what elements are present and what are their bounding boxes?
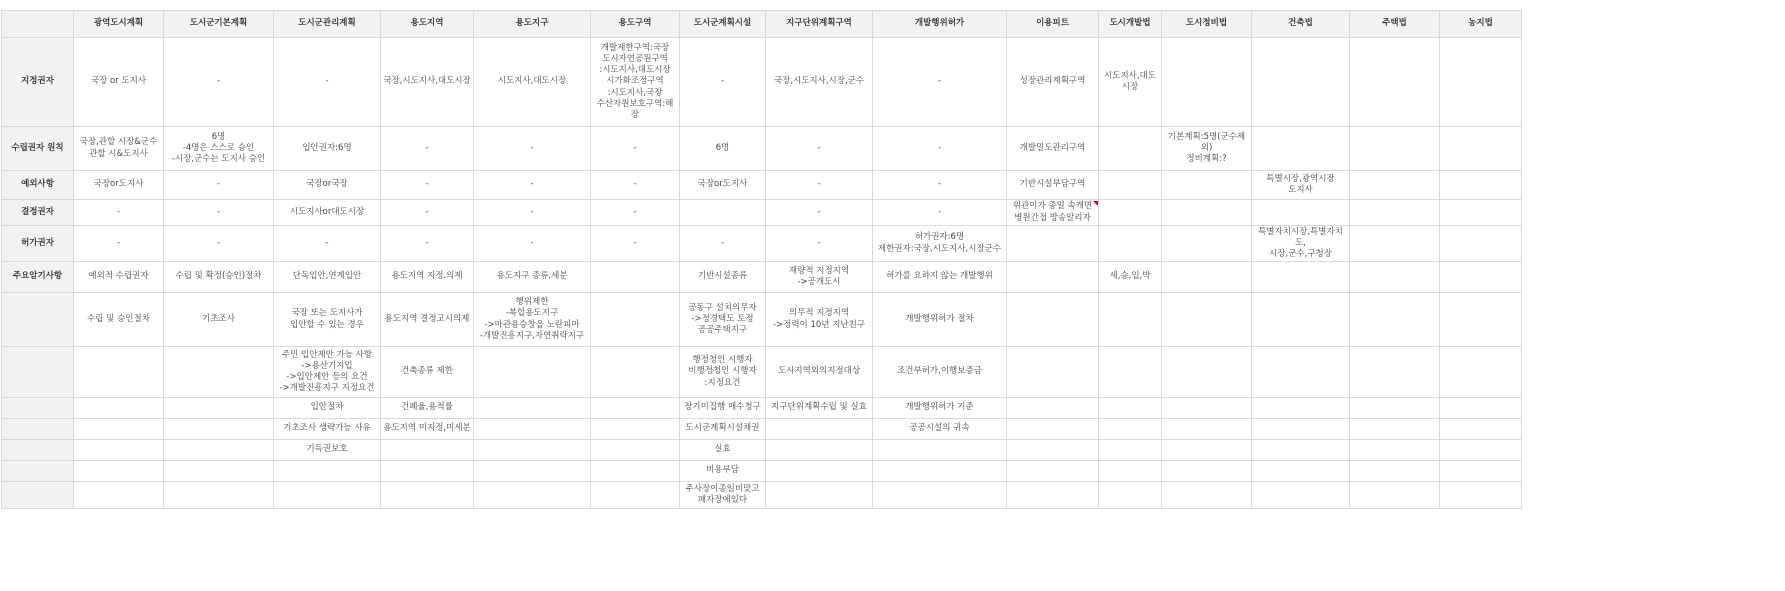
table-cell[interactable]	[1440, 419, 1522, 440]
table-cell[interactable]	[274, 461, 381, 482]
table-cell[interactable]	[1350, 398, 1440, 419]
table-cell[interactable]	[1252, 398, 1350, 419]
table-cell[interactable]: 단독입안,연계입안	[274, 262, 381, 293]
comment-indicator[interactable]	[1093, 201, 1098, 206]
column-header[interactable]: 도시군계획시설	[680, 11, 766, 38]
table-cell[interactable]: 6명	[680, 127, 766, 171]
table-cell[interactable]	[1162, 440, 1252, 461]
table-row	[2, 347, 1522, 398]
table-cell[interactable]: 용도지역 결정고시의제	[381, 293, 474, 347]
table-cell[interactable]: -	[873, 38, 1007, 127]
table-cell[interactable]	[766, 482, 873, 509]
table-cell[interactable]	[1007, 347, 1099, 398]
table-row	[2, 440, 1522, 461]
table-cell[interactable]: -	[766, 127, 873, 171]
column-header-row	[2, 11, 1522, 38]
table-cell[interactable]: -	[591, 226, 680, 262]
table-cell[interactable]	[74, 461, 164, 482]
table-cell[interactable]	[873, 461, 1007, 482]
table-cell[interactable]	[591, 419, 680, 440]
table-cell[interactable]	[1440, 440, 1522, 461]
row-header[interactable]	[2, 461, 74, 482]
table-cell[interactable]	[474, 398, 591, 419]
table-cell[interactable]: -	[591, 200, 680, 226]
table-cell[interactable]: 기초조사 생략가능 사유	[274, 419, 381, 440]
table-cell[interactable]	[381, 440, 474, 461]
table-cell[interactable]	[1350, 200, 1440, 226]
table-cell[interactable]	[1252, 419, 1350, 440]
table-cell[interactable]: 기득권보호	[274, 440, 381, 461]
table-cell[interactable]: 개발행위허가 기준	[873, 398, 1007, 419]
table-cell[interactable]	[1007, 262, 1099, 293]
table-cell[interactable]	[766, 461, 873, 482]
table-cell[interactable]: 국장or도지사	[680, 171, 766, 200]
table-cell[interactable]	[1350, 347, 1440, 398]
table-cell[interactable]: 개발행위허가 절차	[873, 293, 1007, 347]
table-cell[interactable]	[873, 482, 1007, 509]
table-cell[interactable]: 입안절차	[274, 398, 381, 419]
table-cell[interactable]: -	[680, 38, 766, 127]
table-cell[interactable]: 장기미집행 매수청구	[680, 398, 766, 419]
table-cell[interactable]	[1162, 482, 1252, 509]
table-cell[interactable]	[74, 440, 164, 461]
table-cell[interactable]	[1440, 461, 1522, 482]
table-row	[2, 461, 1522, 482]
table-row	[2, 200, 1522, 226]
row-header[interactable]	[2, 347, 74, 398]
table-cell[interactable]	[591, 440, 680, 461]
table-cell[interactable]	[1440, 347, 1522, 398]
table-cell[interactable]	[1162, 38, 1252, 127]
table-cell[interactable]	[1162, 262, 1252, 293]
table-cell[interactable]: 용도지구 종류,세분	[474, 262, 591, 293]
table-cell[interactable]: -	[381, 200, 474, 226]
table-cell[interactable]: 지구단위계획수립 및 실효	[766, 398, 873, 419]
row-header[interactable]	[2, 293, 74, 347]
column-header[interactable]: 용도지구	[474, 11, 591, 38]
table-cell[interactable]: -	[873, 171, 1007, 200]
table-cell[interactable]	[591, 461, 680, 482]
table-cell[interactable]	[873, 440, 1007, 461]
table-cell[interactable]	[1350, 262, 1440, 293]
column-header[interactable]: 도시군기본계획	[164, 11, 274, 38]
row-header[interactable]	[2, 419, 74, 440]
table-cell[interactable]	[1440, 226, 1522, 262]
table-cell[interactable]	[1350, 171, 1440, 200]
table-cell[interactable]	[1007, 419, 1099, 440]
table-cell[interactable]: -	[873, 127, 1007, 171]
table-cell[interactable]: -	[766, 200, 873, 226]
table-cell[interactable]	[591, 347, 680, 398]
table-cell[interactable]	[74, 482, 164, 509]
table-cell[interactable]: 조건부허가,이행보증금	[873, 347, 1007, 398]
table-cell[interactable]: 공동구 설치의무자 ->정경택도 토정 공공주택지구	[680, 293, 766, 347]
table-cell[interactable]	[591, 482, 680, 509]
table-cell[interactable]: 특별시장,광역시장 도지사	[1252, 171, 1350, 200]
table-cell[interactable]: -	[381, 226, 474, 262]
table-cell[interactable]	[1162, 398, 1252, 419]
table-cell[interactable]	[1007, 440, 1099, 461]
table-row	[2, 171, 1522, 200]
table-cell[interactable]: 국장,시도지사,시장,군수	[766, 38, 873, 127]
table-cell[interactable]	[1007, 461, 1099, 482]
table-cell[interactable]	[1007, 482, 1099, 509]
table-cell[interactable]: 기본계획:5명(군수제외) 정비계획:?	[1162, 127, 1252, 171]
table-cell[interactable]	[164, 347, 274, 398]
table-row	[2, 127, 1522, 171]
table-cell[interactable]	[1099, 440, 1162, 461]
table-cell[interactable]: 의무적 지정지역 ->정력이 10년 지난친구	[766, 293, 873, 347]
table-cell[interactable]	[1350, 226, 1440, 262]
table-cell[interactable]: -	[766, 171, 873, 200]
column-header[interactable]: 도시개발법	[1099, 11, 1162, 38]
table-cell[interactable]: 허가를 요하지 않는 개발행위	[873, 262, 1007, 293]
table-cell[interactable]: 국장or도지사	[74, 171, 164, 200]
table-cell[interactable]	[1440, 127, 1522, 171]
table-cell[interactable]	[1252, 262, 1350, 293]
table-cell[interactable]	[381, 482, 474, 509]
table-cell[interactable]	[1099, 293, 1162, 347]
table-cell[interactable]: -	[474, 200, 591, 226]
table-cell[interactable]: 국장 or 도지사	[74, 38, 164, 127]
table-cell[interactable]	[1099, 226, 1162, 262]
table-cell[interactable]: 특별자치시장,특별자치도, 시장,군수,구청장	[1252, 226, 1350, 262]
row-header[interactable]: 주요암기사항	[2, 262, 74, 293]
table-cell[interactable]: 공공시설의 귀속	[873, 419, 1007, 440]
row-header[interactable]: 지정권자	[2, 38, 74, 127]
table-cell[interactable]	[1440, 171, 1522, 200]
table-cell[interactable]	[1440, 293, 1522, 347]
table-cell[interactable]	[591, 262, 680, 293]
table-cell[interactable]	[1440, 482, 1522, 509]
table-cell[interactable]	[164, 482, 274, 509]
table-cell[interactable]: 시도지사,대도시장	[1099, 38, 1162, 127]
table-cell[interactable]: -	[680, 226, 766, 262]
row-header[interactable]	[2, 440, 74, 461]
table-cell[interactable]	[1162, 347, 1252, 398]
table-cell[interactable]: 용도지역 미지정,미세분	[381, 419, 474, 440]
table-cell[interactable]	[1252, 200, 1350, 226]
table-cell[interactable]: 기초조사	[164, 293, 274, 347]
column-header[interactable]: 건축법	[1252, 11, 1350, 38]
table-cell[interactable]	[1099, 419, 1162, 440]
table-cell[interactable]	[1252, 440, 1350, 461]
table-cell[interactable]: -	[381, 171, 474, 200]
table-cell[interactable]: 시도지사or대도시장	[274, 200, 381, 226]
table-cell[interactable]: -	[474, 171, 591, 200]
table-cell[interactable]	[1162, 461, 1252, 482]
table-cell[interactable]	[1252, 461, 1350, 482]
table-cell[interactable]: 도시군계획시설채권	[680, 419, 766, 440]
column-header[interactable]: 도시군관리계획	[274, 11, 381, 38]
table-cell[interactable]: -	[74, 226, 164, 262]
column-header[interactable]: 용도구역	[591, 11, 680, 38]
table-cell[interactable]	[591, 398, 680, 419]
table-cell[interactable]: 기반시설부담구역	[1007, 171, 1099, 200]
table-cell[interactable]: -	[873, 200, 1007, 226]
table-cell[interactable]: -	[274, 226, 381, 262]
table-cell[interactable]	[591, 293, 680, 347]
table-cell[interactable]	[164, 419, 274, 440]
table-cell[interactable]	[1252, 347, 1350, 398]
table-cell[interactable]: 국장,관할 시장&군수 관할 시&도지사	[74, 127, 164, 171]
table-cell[interactable]: 수립 및 승인절차	[74, 293, 164, 347]
table-cell[interactable]	[1162, 419, 1252, 440]
column-header[interactable]: 이용피트	[1007, 11, 1099, 38]
table-cell[interactable]: 허가권자:6명 제한권자:국장,시도지사,시장군수	[873, 226, 1007, 262]
table-cell[interactable]: -	[766, 226, 873, 262]
table-cell[interactable]: 행정청인 시행자 비행정청인 시행자 :지정요건	[680, 347, 766, 398]
column-header[interactable]: 도시정비법	[1162, 11, 1252, 38]
table-cell[interactable]	[1252, 38, 1350, 127]
table-cell[interactable]: -	[74, 200, 164, 226]
table-cell[interactable]: -	[474, 226, 591, 262]
column-header[interactable]: 지구단위계획구역	[766, 11, 873, 38]
table-cell[interactable]	[1099, 171, 1162, 200]
table-cell[interactable]: 국장 또는 도지사가 입안할 수 있는 경우	[274, 293, 381, 347]
table-cell[interactable]	[680, 200, 766, 226]
table-row	[2, 293, 1522, 347]
table-cell[interactable]	[1440, 398, 1522, 419]
table-cell[interactable]: 용도지역 지정.의제	[381, 262, 474, 293]
table-cell[interactable]: 국장,시도지사,대도시장	[381, 38, 474, 127]
table-cell[interactable]	[1252, 127, 1350, 171]
row-header[interactable]	[2, 398, 74, 419]
table-cell[interactable]: 예외적 수립권자	[74, 262, 164, 293]
table-cell[interactable]: 수립 및 확정(승인)절차	[164, 262, 274, 293]
table-cell[interactable]	[1350, 293, 1440, 347]
table-row	[2, 419, 1522, 440]
table-cell[interactable]: 개발제한구역:국장 도시자연공원구역 :시도지사,대도시장 시가화조정구역 :시도지사,국장 수산자원보호구역:해장	[591, 38, 680, 127]
row-header[interactable]: 예외사항	[2, 171, 74, 200]
table-cell[interactable]	[474, 419, 591, 440]
row-header[interactable]	[2, 482, 74, 509]
table-cell[interactable]: -	[591, 171, 680, 200]
table-cell[interactable]: 위관이가 종일 속캐면 병원간접 방송알리자	[1007, 200, 1099, 226]
table-cell[interactable]	[1007, 293, 1099, 347]
corner-cell[interactable]	[2, 11, 74, 38]
table-cell[interactable]	[1440, 262, 1522, 293]
table-cell[interactable]	[164, 440, 274, 461]
row-header[interactable]: 허가권자	[2, 226, 74, 262]
table-cell[interactable]	[164, 461, 274, 482]
table-cell[interactable]	[1099, 398, 1162, 419]
table-row	[2, 226, 1522, 262]
table-cell[interactable]: 주사장이종일비맞고 패자장에있다	[680, 482, 766, 509]
table-cell[interactable]	[474, 440, 591, 461]
table-cell[interactable]	[1099, 200, 1162, 226]
table-cell[interactable]	[766, 440, 873, 461]
table-cell[interactable]: 시도지사,대도시장	[474, 38, 591, 127]
table-cell[interactable]	[1099, 482, 1162, 509]
table-row	[2, 398, 1522, 419]
table-cell[interactable]	[1350, 482, 1440, 509]
table-cell[interactable]	[1007, 226, 1099, 262]
table-cell[interactable]: 건폐율,용적률	[381, 398, 474, 419]
table-cell[interactable]: -	[591, 127, 680, 171]
table-cell[interactable]	[766, 419, 873, 440]
table-cell[interactable]: 국장or국장	[274, 171, 381, 200]
column-header[interactable]: 용도지역	[381, 11, 474, 38]
table-cell[interactable]	[1099, 127, 1162, 171]
table-cell[interactable]: -	[474, 127, 591, 171]
table-cell[interactable]	[1350, 127, 1440, 171]
table-cell[interactable]: 건축종류 제한	[381, 347, 474, 398]
table-cell[interactable]	[1162, 200, 1252, 226]
table-cell[interactable]: 행위제한 -복합용도지구 ->마관용승창을 노란피마 -개발진흥지구,자연취락지구	[474, 293, 591, 347]
table-cell[interactable]: 입안권자:6명	[274, 127, 381, 171]
column-header[interactable]: 광역도시계획	[74, 11, 164, 38]
column-header[interactable]: 개발행위허가	[873, 11, 1007, 38]
table-cell[interactable]	[474, 461, 591, 482]
table-cell[interactable]: 비용부담	[680, 461, 766, 482]
table-row	[2, 262, 1522, 293]
row-header[interactable]: 결정권자	[2, 200, 74, 226]
table-cell[interactable]	[1007, 398, 1099, 419]
table-cell[interactable]	[1350, 461, 1440, 482]
table-cell[interactable]: -	[381, 127, 474, 171]
table-cell[interactable]	[74, 347, 164, 398]
table-cell[interactable]	[1350, 440, 1440, 461]
table-row	[2, 482, 1522, 509]
table-cell[interactable]: -	[164, 171, 274, 200]
table-cell[interactable]	[1350, 38, 1440, 127]
table-cell[interactable]	[74, 398, 164, 419]
row-header[interactable]: 수립권자 원칙	[2, 127, 74, 171]
table-cell[interactable]: 세,승,입,박	[1099, 262, 1162, 293]
table-cell[interactable]: 기반시설종류	[680, 262, 766, 293]
table-cell[interactable]: -	[164, 226, 274, 262]
table-cell[interactable]	[1162, 226, 1252, 262]
table-cell[interactable]	[274, 482, 381, 509]
column-header[interactable]: 주택법	[1350, 11, 1440, 38]
table-cell[interactable]: -	[274, 38, 381, 127]
table-cell[interactable]: 실효	[680, 440, 766, 461]
spreadsheet-table[interactable]	[1, 10, 1522, 509]
table-cell[interactable]	[1162, 293, 1252, 347]
table-cell[interactable]	[1440, 200, 1522, 226]
table-cell[interactable]: -	[164, 200, 274, 226]
table-cell[interactable]	[1252, 293, 1350, 347]
table-cell[interactable]: -	[164, 38, 274, 127]
table-cell[interactable]	[1099, 347, 1162, 398]
table-cell[interactable]: 성장관리계획구역	[1007, 38, 1099, 127]
table-cell[interactable]: 재량적 지정지역 ->공개도시	[766, 262, 873, 293]
table-cell[interactable]: 개발밀도관리구역	[1007, 127, 1099, 171]
table-cell[interactable]	[474, 347, 591, 398]
table-cell[interactable]	[164, 398, 274, 419]
table-cell[interactable]	[1440, 38, 1522, 127]
table-cell[interactable]	[1162, 171, 1252, 200]
table-cell[interactable]	[1350, 419, 1440, 440]
table-cell[interactable]	[1099, 461, 1162, 482]
table-cell[interactable]	[381, 461, 474, 482]
table-cell[interactable]: 6명 -4명은 스스로 승인 -시장,군수는 도지사 승인	[164, 127, 274, 171]
table-row	[2, 38, 1522, 127]
column-header[interactable]: 농지법	[1440, 11, 1522, 38]
table-cell[interactable]: 도시지역외의지정대상	[766, 347, 873, 398]
table-cell[interactable]	[74, 419, 164, 440]
table-cell[interactable]: 주민 입안제안 가능 사항 ->용산기지입 ->입안제안 등의 요건 ->개발진흥지구 지정요건	[274, 347, 381, 398]
table-cell[interactable]	[474, 482, 591, 509]
table-cell[interactable]	[1252, 482, 1350, 509]
